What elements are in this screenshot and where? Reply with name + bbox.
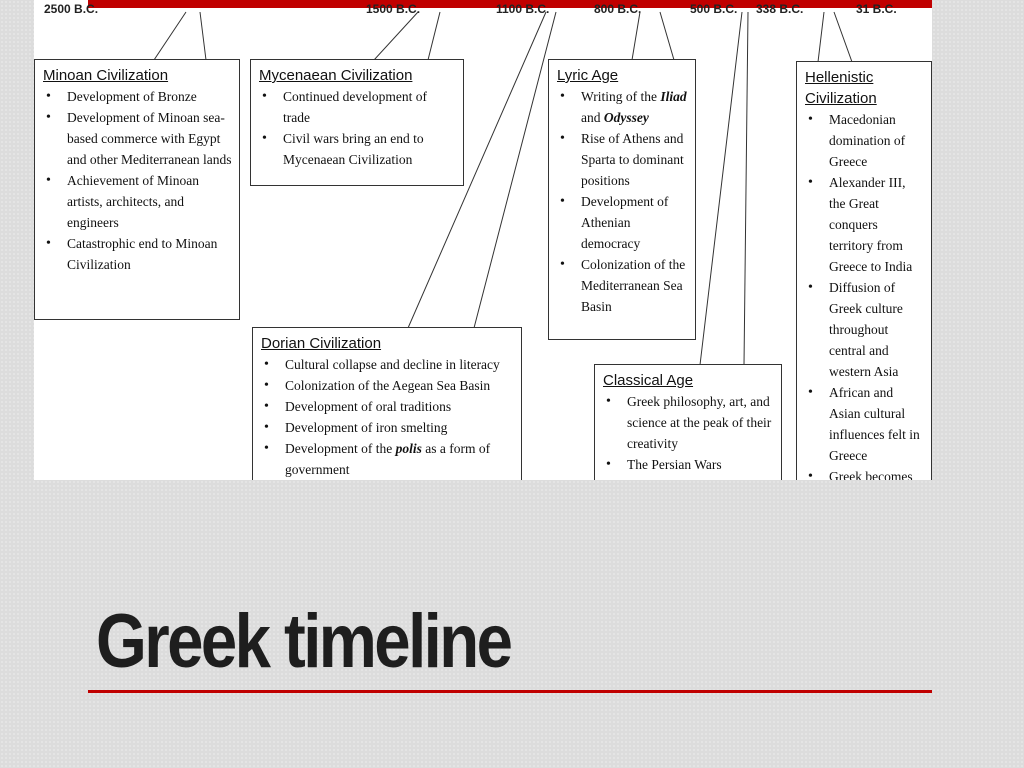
- classical-box: [594, 364, 782, 480]
- list-item: • Development of Minoan sea-based commerce with Egypt and other Mediterranean lands: [43, 107, 233, 170]
- hellenistic-leader: [818, 12, 852, 62]
- list-item: • Colonization of the Aegean Sea Basin: [261, 375, 515, 396]
- mycenaean-box: [250, 59, 464, 186]
- lyric-leader: [632, 12, 674, 60]
- slide-title: Greek timeline: [96, 599, 511, 684]
- timeline-image: [34, 0, 932, 480]
- list-item: • Development of oral traditions: [261, 396, 515, 417]
- date-338bc: 338 B.C.: [756, 2, 804, 16]
- date-500bc: 500 B.C.: [690, 2, 738, 16]
- hellenistic-box: [796, 61, 932, 480]
- list-item: • Civil wars bring an end to Mycenaean Civilization: [259, 128, 457, 170]
- date-31bc: 31 B.C.: [856, 2, 897, 16]
- classical-heading: Classical Age: [603, 372, 694, 389]
- list-item: • Cultural collapse and decline in literacy: [261, 354, 515, 375]
- iliad-title: Iliad: [660, 89, 687, 104]
- polis-term: polis: [395, 441, 422, 456]
- list-item: • Alexander III, the Great conquers territory from Greece to India: [805, 172, 925, 277]
- writing-item-and: and: [581, 110, 604, 125]
- list-item: • Development of Athenian democracy: [557, 191, 689, 254]
- list-item: • Development of Bronze: [43, 86, 233, 107]
- list-item: • Continued development of trade: [259, 86, 457, 128]
- classical-leader: [700, 12, 748, 365]
- list-item: • Greek becomes: [805, 466, 925, 480]
- mycenaean-leader: [374, 12, 440, 60]
- date-2500bc: 2500 B.C.: [44, 2, 99, 16]
- date-1500bc: 1500 B.C.: [366, 2, 421, 16]
- lyric-box: [548, 59, 696, 340]
- list-item: • The Persian Wars: [603, 454, 775, 475]
- list-item: • Diffusion of Greek culture throughout central and western Asia: [805, 277, 925, 382]
- date-1100bc: 1100 B.C.: [496, 2, 550, 16]
- date-800bc: 800 B.C.: [594, 2, 642, 16]
- list-item: [261, 438, 515, 480]
- list-item: • Colonization of the Mediterranean Sea Basin: [557, 254, 689, 317]
- list-item: • Catastrophic end to Minoan Civilization: [43, 233, 233, 275]
- list-item: • African and Asian cultural influences felt in Greece: [805, 382, 925, 466]
- list-item: • Development of iron smelting: [261, 417, 515, 438]
- minoan-leader: [154, 12, 206, 60]
- dorian-box: [252, 327, 522, 480]
- polis-item-after: as a form of government: [285, 441, 491, 477]
- writing-item-before: Writing of the: [581, 89, 661, 104]
- lyric-heading: Lyric Age: [557, 67, 619, 84]
- polis-item-before: Development of the: [285, 441, 396, 456]
- list-item: [557, 86, 689, 128]
- mycenaean-heading: Mycenaean Civilization: [259, 67, 413, 84]
- list-item: • Achievement of Minoan artists, architects, and engineers: [43, 170, 233, 233]
- title-underline: [88, 690, 932, 693]
- list-item: • Greek philosophy, art, and science at the peak of their creativity: [603, 391, 775, 454]
- list-item: • Rise of Athens and Sparta to dominant positions: [557, 128, 689, 191]
- hellenistic-heading: Hellenistic Civilization: [805, 69, 877, 107]
- minoan-heading: Minoan Civilization: [43, 67, 169, 84]
- minoan-box: [34, 59, 240, 320]
- list-item: • Macedonian domination of Greece: [805, 109, 925, 172]
- dorian-heading: Dorian Civilization: [261, 335, 382, 352]
- odyssey-title: Odyssey: [603, 110, 649, 125]
